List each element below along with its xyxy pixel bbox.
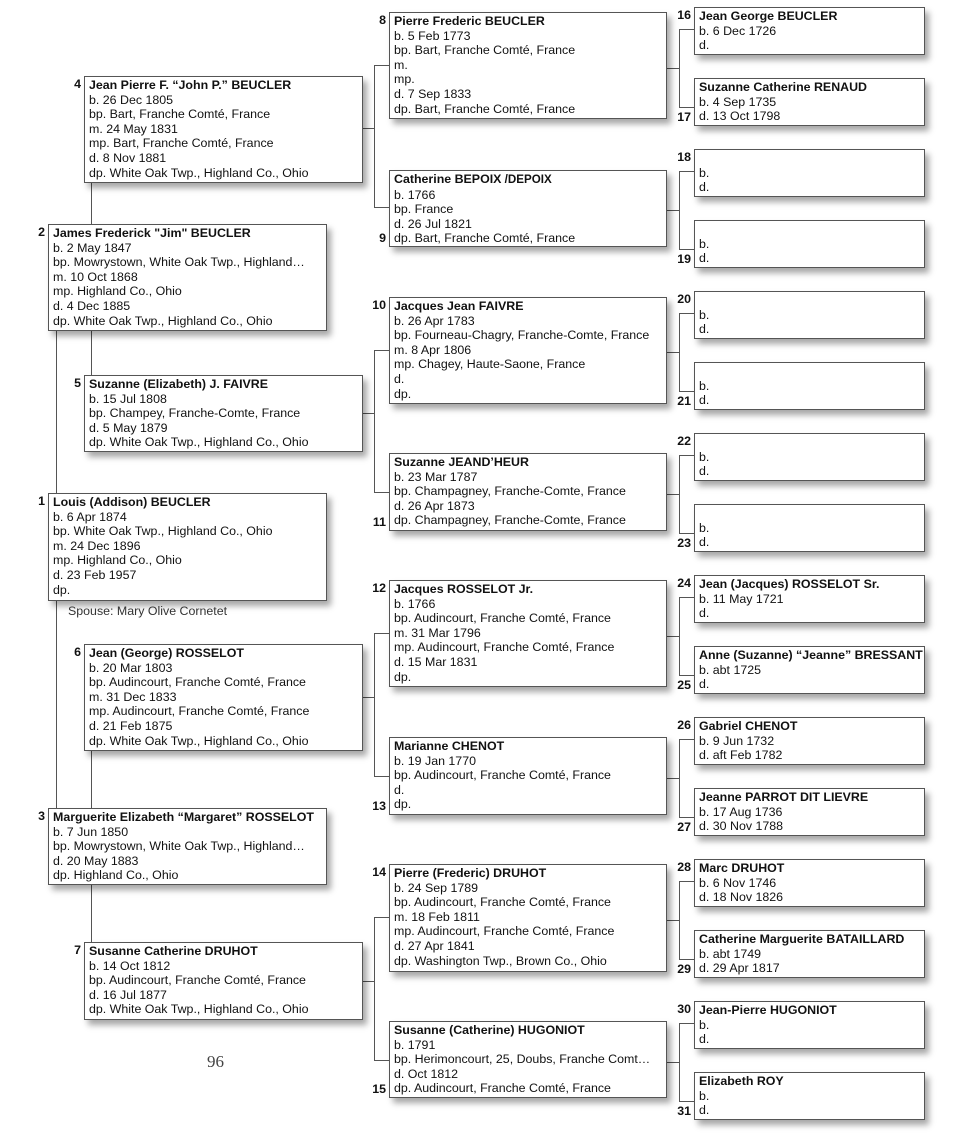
person-fact: dp. xyxy=(394,386,412,401)
person-name-text: Suzanne JEAND’HEUR xyxy=(394,455,529,469)
person-box-31[interactable] xyxy=(694,1072,925,1120)
page-number: 96 xyxy=(207,1052,224,1071)
person-name xyxy=(699,151,924,166)
person-fact: m. xyxy=(394,57,408,72)
person-box-13[interactable] xyxy=(389,737,667,815)
person-name-text: Suzanne Catherine RENAUD xyxy=(699,80,867,94)
person-name-text: Jacques ROSSELOT Jr. xyxy=(394,582,534,596)
person-fact: bp. Audincourt, Franche Comté, France xyxy=(394,611,611,626)
connector-line xyxy=(679,1101,694,1102)
person-name-text: Marguerite Elizabeth “Margaret” ROSSELOT xyxy=(53,810,314,824)
person-fact: mp. Audincourt, Franche Comté, France xyxy=(394,924,615,939)
ahnentafel-number: 9 xyxy=(379,231,386,245)
person-box-18[interactable] xyxy=(694,149,925,197)
connector-line xyxy=(374,917,375,1060)
person-fact: b. xyxy=(699,520,710,535)
person-fact: d. xyxy=(699,322,710,337)
person-fact: b. 7 Jun 1850 xyxy=(53,824,129,839)
person-box-23[interactable] xyxy=(694,504,925,552)
person-fact: b. 19 Jan 1770 xyxy=(394,753,476,768)
person-fact: m. 31 Mar 1796 xyxy=(394,625,481,640)
person-name-text: Jacques Jean FAIVRE xyxy=(394,299,524,313)
person-name xyxy=(699,577,924,592)
connector-line xyxy=(91,182,92,224)
person-box-17[interactable] xyxy=(694,78,925,126)
person-fact: bp. Mowrystown, White Oak Twp., Highland… xyxy=(53,255,305,270)
person-fact: d. 13 Oct 1798 xyxy=(699,109,781,124)
ahnentafel-number: 15 xyxy=(372,1082,386,1096)
person-fact: b. 5 Feb 1773 xyxy=(394,28,471,43)
person-fact: b. 6 Nov 1746 xyxy=(699,875,777,890)
connector-line xyxy=(679,455,680,533)
person-fact: d. 30 Nov 1788 xyxy=(699,819,784,834)
connector-line xyxy=(679,171,680,249)
person-fact: b. xyxy=(699,307,710,322)
connector-line xyxy=(679,1023,694,1024)
person-name xyxy=(394,455,666,470)
person-fact: d. aft Feb 1782 xyxy=(699,748,783,763)
connector-line xyxy=(679,29,680,107)
person-fact: b. xyxy=(699,449,710,464)
person-fact: dp. Highland Co., Ohio xyxy=(53,868,179,883)
person-name xyxy=(699,506,924,521)
person-box-5[interactable] xyxy=(84,375,363,452)
person-fact: dp. White Oak Twp., Highland Co., Ohio xyxy=(89,435,309,450)
ahnentafel-number: 5 xyxy=(74,376,81,390)
person-name xyxy=(53,810,326,825)
person-fact: d. 5 May 1879 xyxy=(89,420,168,435)
person-fact: d. 26 Jul 1821 xyxy=(394,216,472,231)
person-fact: b. 24 Sep 1789 xyxy=(394,880,479,895)
connector-line xyxy=(679,739,680,817)
person-fact: bp. Herimoncourt, 25, Doubs, Franche Comt… xyxy=(394,1052,651,1067)
person-fact: bp. Audincourt, Franche Comté, France xyxy=(394,768,611,783)
connector-line xyxy=(666,778,680,779)
person-fact: bp. Audincourt, Franche Comté, France xyxy=(394,895,611,910)
connector-line xyxy=(666,920,680,921)
person-fact: d. xyxy=(699,677,710,692)
person-box-28[interactable] xyxy=(694,859,925,907)
person-name xyxy=(89,377,362,392)
ahnentafel-number: 21 xyxy=(677,394,691,408)
connector-line xyxy=(679,391,694,392)
person-fact: d. 26 Apr 1873 xyxy=(394,498,475,513)
connector-line xyxy=(374,207,389,208)
person-fact: dp. White Oak Twp., Highland Co., Ohio xyxy=(53,313,273,328)
person-fact: m. 10 Oct 1868 xyxy=(53,269,138,284)
person-fact: b. abt 1725 xyxy=(699,662,762,677)
person-fact: b. 26 Dec 1805 xyxy=(89,92,174,107)
connector-line xyxy=(679,455,694,456)
connector-line xyxy=(666,1062,680,1063)
person-fact: d. xyxy=(394,782,405,797)
connector-line xyxy=(56,330,57,493)
person-name-text: Catherine BEPOIX xyxy=(394,172,502,186)
person-box-30[interactable] xyxy=(694,1001,925,1049)
person-fact: d. xyxy=(699,1103,710,1118)
person-fact: bp. Champey, Franche-Comte, France xyxy=(89,406,301,421)
person-name-text: Susanne (Catherine) HUGONIOT xyxy=(394,1023,585,1037)
person-box-1[interactable] xyxy=(48,493,327,601)
connector-line xyxy=(374,917,389,918)
person-fact: d. xyxy=(699,464,710,479)
connector-line xyxy=(374,633,389,634)
person-fact: b. 1791 xyxy=(394,1037,436,1052)
person-name xyxy=(699,719,924,734)
ahnentafel-number: 20 xyxy=(677,292,691,306)
person-fact: dp. White Oak Twp., Highland Co., Ohio xyxy=(89,1002,309,1017)
person-name xyxy=(394,14,666,29)
person-fact: b. 11 May 1721 xyxy=(699,591,784,606)
person-name xyxy=(699,364,924,379)
person-name xyxy=(394,739,666,754)
ahnentafel-number: 10 xyxy=(372,298,386,312)
person-fact: m. 18 Feb 1811 xyxy=(394,909,480,924)
person-fact: mp. Chagey, Haute-Saone, France xyxy=(394,357,586,372)
person-fact: d. 18 Nov 1826 xyxy=(699,890,784,905)
person-fact: bp. Fourneau-Chagry, Franche-Comte, France xyxy=(394,328,650,343)
person-box-16[interactable] xyxy=(694,7,925,55)
person-fact: d. 7 Sep 1833 xyxy=(394,86,472,101)
person-fact: d. xyxy=(699,393,710,408)
connector-line xyxy=(666,494,680,495)
person-fact: d. 29 Apr 1817 xyxy=(699,961,780,976)
person-fact: mp. Highland Co., Ohio xyxy=(53,553,182,568)
ahnentafel-number: 14 xyxy=(372,865,386,879)
person-fact: m. 24 May 1831 xyxy=(89,121,178,136)
person-name-text: Jean (George) ROSSELOT xyxy=(89,646,244,660)
person-name xyxy=(699,790,924,805)
ahnentafel-number: 23 xyxy=(677,536,691,550)
person-fact: d. xyxy=(699,251,710,266)
ahnentafel-number: 3 xyxy=(38,809,45,823)
person-name xyxy=(394,172,666,188)
person-fact: dp. Bart, Franche Comté, France xyxy=(394,101,576,116)
ahnentafel-number: 28 xyxy=(677,860,691,874)
spouse-line: Spouse: Mary Olive Cornetet xyxy=(68,604,228,618)
person-fact: b. 26 Apr 1783 xyxy=(394,313,475,328)
connector-line xyxy=(374,633,375,776)
ahnentafel-number: 2 xyxy=(38,225,45,239)
person-name xyxy=(699,1074,924,1089)
ahnentafel-number: 26 xyxy=(677,718,691,732)
connector-line xyxy=(679,313,694,314)
person-name xyxy=(699,932,924,947)
connector-line xyxy=(679,597,680,675)
person-fact: d. xyxy=(699,535,710,550)
person-name xyxy=(394,582,666,597)
person-fact: bp. Audincourt, Franche Comté, France xyxy=(89,675,306,690)
person-name xyxy=(53,495,326,510)
ahnentafel-number: 25 xyxy=(677,678,691,692)
connector-line xyxy=(666,352,680,353)
person-box-21[interactable] xyxy=(694,362,925,410)
ahnentafel-number: 30 xyxy=(677,1002,691,1016)
person-name xyxy=(699,293,924,308)
connector-line xyxy=(56,600,57,808)
ahnentafel-number: 7 xyxy=(74,943,81,957)
person-name-text: James Frederick "Jim" BEUCLER xyxy=(53,226,251,240)
person-fact: bp. Champagney, Franche-Comte, France xyxy=(394,484,626,499)
ahnentafel-number: 27 xyxy=(677,820,691,834)
connector-line xyxy=(679,881,680,959)
ahnentafel-number: 8 xyxy=(379,13,386,27)
person-fact: bp. Audincourt, Franche Comté, France xyxy=(89,973,306,988)
connector-line xyxy=(679,171,694,172)
person-fact: dp. Champagney, Franche-Comte, France xyxy=(394,513,626,528)
person-fact: m. 31 Dec 1833 xyxy=(89,689,177,704)
person-name-text: Louis (Addison) BEUCLER xyxy=(53,495,211,509)
connector-line xyxy=(374,65,375,207)
person-box-27[interactable] xyxy=(694,788,925,836)
connector-line xyxy=(679,29,694,30)
person-fact: mp. Audincourt, Franche Comté, France xyxy=(394,640,615,655)
person-name-text: Suzanne (Elizabeth) J. FAIVRE xyxy=(89,377,269,391)
person-box-20[interactable] xyxy=(694,291,925,339)
connector-line xyxy=(666,636,680,637)
person-box-19[interactable] xyxy=(694,220,925,268)
person-box-12[interactable] xyxy=(389,580,667,687)
connector-line xyxy=(679,249,694,250)
person-name-text: Pierre Frederic BEUCLER xyxy=(394,14,545,28)
person-fact: d. 20 May 1883 xyxy=(53,853,139,868)
person-name xyxy=(699,222,924,237)
person-name-text: Jeanne PARROT DIT LIEVRE xyxy=(699,790,869,804)
person-fact: d. xyxy=(699,180,710,195)
person-fact: m. 8 Apr 1806 xyxy=(394,342,472,357)
person-fact: d. 8 Nov 1881 xyxy=(89,150,167,165)
person-name xyxy=(89,78,362,93)
person-fact: b. xyxy=(699,236,710,251)
connector-line xyxy=(666,68,680,69)
person-name-text: Gabriel CHENOT xyxy=(699,719,798,733)
person-fact: dp. Bart, Franche Comté, France xyxy=(394,231,576,246)
person-name xyxy=(699,648,924,663)
person-name xyxy=(699,9,924,24)
person-fact: b. 23 Mar 1787 xyxy=(394,469,478,484)
person-fact: d. 4 Dec 1885 xyxy=(53,298,131,313)
connector-line xyxy=(91,750,92,808)
person-fact: bp. Bart, Franche Comté, France xyxy=(394,43,576,58)
person-fact: dp. xyxy=(394,797,412,812)
person-fact: d. Oct 1812 xyxy=(394,1066,459,1081)
person-fact: b. xyxy=(699,1017,710,1032)
connector-line xyxy=(374,65,389,66)
ahnentafel-number: 13 xyxy=(372,799,386,813)
person-fact: d. 21 Feb 1875 xyxy=(89,718,173,733)
ahnentafel-number: 1 xyxy=(38,494,45,508)
person-name-text: Marc DRUHOT xyxy=(699,861,785,875)
connector-line xyxy=(679,675,694,676)
ahnentafel-number: 22 xyxy=(677,434,691,448)
person-name xyxy=(699,861,924,876)
person-box-26[interactable] xyxy=(694,717,925,765)
connector-line xyxy=(679,597,694,598)
person-name xyxy=(699,1003,924,1018)
person-box-24[interactable] xyxy=(694,575,925,623)
person-name-text: Catherine Marguerite BATAILLARD xyxy=(699,932,905,946)
person-name xyxy=(394,299,666,314)
connector-line xyxy=(374,492,389,493)
ahnentafel-number: 4 xyxy=(74,77,81,91)
person-box-29[interactable] xyxy=(694,930,925,978)
person-name-text: Elizabeth ROY xyxy=(699,1074,784,1088)
person-fact: b. xyxy=(699,378,710,393)
ahnentafel-number: 11 xyxy=(372,515,386,529)
person-fact: dp. xyxy=(53,582,71,597)
connector-line xyxy=(679,739,694,740)
person-fact: d. 23 Feb 1957 xyxy=(53,567,137,582)
person-box-7[interactable] xyxy=(84,942,363,1020)
person-name xyxy=(394,1023,666,1038)
connector-line xyxy=(679,313,680,391)
person-fact: bp. Mowrystown, White Oak Twp., Highland… xyxy=(53,839,305,854)
person-fact: bp. Bart, Franche Comté, France xyxy=(89,107,271,122)
connector-line xyxy=(679,881,694,882)
person-fact: d. 27 Apr 1841 xyxy=(394,938,475,953)
person-box-22[interactable] xyxy=(694,433,925,481)
person-fact: b. 1766 xyxy=(394,596,436,611)
person-fact: d. 15 Mar 1831 xyxy=(394,654,478,669)
person-box-11[interactable] xyxy=(389,453,667,531)
person-box-3[interactable] xyxy=(48,808,327,885)
person-fact: b. 1766 xyxy=(394,187,436,202)
person-fact: dp. Audincourt, Franche Comté, France xyxy=(394,1081,611,1096)
person-fact: b. 20 Mar 1803 xyxy=(89,660,173,675)
person-box-9[interactable] xyxy=(389,170,667,247)
person-fact: b. 4 Sep 1735 xyxy=(699,94,777,109)
connector-line xyxy=(679,959,694,960)
person-fact: b. 9 Jun 1732 xyxy=(699,733,775,748)
person-box-2[interactable] xyxy=(48,224,327,331)
person-name xyxy=(89,944,362,959)
person-name xyxy=(53,226,326,241)
person-name-text: Jean (Jacques) ROSSELOT Sr. xyxy=(699,577,880,591)
person-fact: b. 2 May 1847 xyxy=(53,240,132,255)
person-fact: dp. Washington Twp., Brown Co., Ohio xyxy=(394,953,607,968)
person-fact: bp. White Oak Twp., Highland Co., Ohio xyxy=(53,524,273,539)
ahnentafel-number: 19 xyxy=(677,252,691,266)
person-name xyxy=(394,866,666,881)
person-box-8[interactable] xyxy=(389,12,667,119)
person-fact: d. xyxy=(699,38,710,53)
ahnentafel-number: 31 xyxy=(677,1104,691,1118)
person-fact: dp. White Oak Twp., Highland Co., Ohio xyxy=(89,165,309,180)
person-fact: dp. xyxy=(394,669,412,684)
ahnentafel-number: 18 xyxy=(677,150,691,164)
person-box-25[interactable] xyxy=(694,646,925,694)
ahnentafel-number: 24 xyxy=(677,576,691,590)
connector-line xyxy=(679,107,694,108)
person-fact: mp. Bart, Franche Comté, France xyxy=(89,136,274,151)
person-fact: b. xyxy=(699,1088,710,1103)
person-fact: b. 6 Apr 1874 xyxy=(53,509,127,524)
connector-line xyxy=(679,533,694,534)
ahnentafel-number: 12 xyxy=(372,581,386,595)
person-fact: mp. Audincourt, Franche Comté, France xyxy=(89,704,310,719)
person-box-4[interactable] xyxy=(84,76,363,183)
person-name-text: Jean-Pierre HUGONIOT xyxy=(699,1003,837,1017)
person-fact: b. 6 Dec 1726 xyxy=(699,23,777,38)
person-fact: mp. xyxy=(394,72,415,87)
person-fact: b. 14 Oct 1812 xyxy=(89,958,171,973)
person-box-6[interactable] xyxy=(84,644,363,751)
ahnentafel-number: 29 xyxy=(677,962,691,976)
connector-line xyxy=(679,1023,680,1101)
person-fact: dp. White Oak Twp., Highland Co., Ohio xyxy=(89,733,309,748)
ahnentafel-number: 17 xyxy=(677,110,691,124)
person-name-text: Marianne CHENOT xyxy=(394,739,505,753)
person-fact: b. xyxy=(699,165,710,180)
person-name xyxy=(699,80,924,95)
person-fact: d. xyxy=(699,1032,710,1047)
person-name-text: Jean George BEUCLER xyxy=(699,9,838,23)
person-fact: b. 17 Aug 1736 xyxy=(699,804,783,819)
connector-line xyxy=(91,884,92,942)
person-name-text: Pierre (Frederic) DRUHOT xyxy=(394,866,547,880)
connector-line xyxy=(374,1060,389,1061)
person-fact: b. abt 1749 xyxy=(699,946,762,961)
person-fact: m. 24 Dec 1896 xyxy=(53,538,141,553)
connector-line xyxy=(666,210,680,211)
person-box-15[interactable] xyxy=(389,1021,667,1098)
person-fact: b. 15 Jul 1808 xyxy=(89,391,167,406)
person-name xyxy=(699,435,924,450)
ahnentafel-number: 6 xyxy=(74,645,81,659)
connector-line xyxy=(374,350,375,492)
person-fact: d. 16 Jul 1877 xyxy=(89,987,167,1002)
person-name-text: Anne (Suzanne) “Jeanne” BRESSANT xyxy=(699,648,923,662)
person-name-text: Susanne Catherine DRUHOT xyxy=(89,944,258,958)
ahnentafel-number: 16 xyxy=(677,8,691,22)
person-box-14[interactable] xyxy=(389,864,667,972)
person-fact: bp. France xyxy=(394,202,454,217)
person-name-text: Jean Pierre F. “John P.” BEUCLER xyxy=(89,78,292,92)
connector-line xyxy=(374,776,389,777)
connector-line xyxy=(374,350,389,351)
person-box-10[interactable] xyxy=(389,297,667,404)
person-fact: mp. Highland Co., Ohio xyxy=(53,284,182,299)
person-fact: d. xyxy=(394,371,405,386)
alternate-surname: /DEPOIX xyxy=(501,173,552,186)
connector-line xyxy=(679,817,694,818)
connector-line xyxy=(91,330,92,375)
person-name xyxy=(89,646,362,661)
person-fact: d. xyxy=(699,606,710,621)
